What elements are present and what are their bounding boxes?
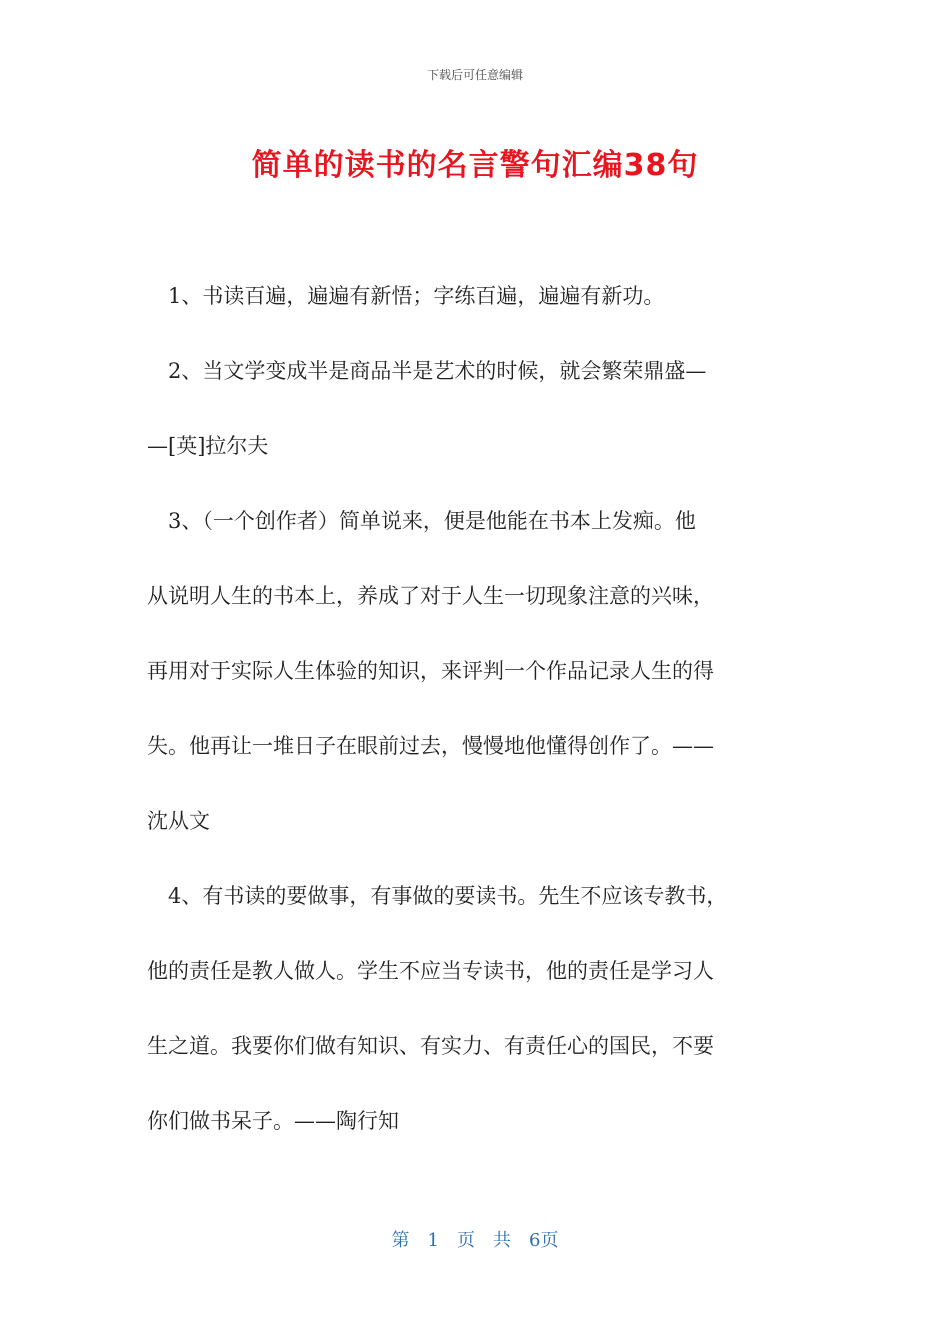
text-line-3: —[英]拉尔夫: [147, 434, 269, 458]
text-line-12: 你们做书呆子。——陶行知: [147, 1109, 399, 1133]
text-line-1: 1、书读百遍，遍遍有新悟；字练百遍，遍遍有新功。: [147, 284, 665, 308]
text-line-2: 2、当文学变成半是商品半是艺术的时候，就会繁荣鼎盛—: [147, 359, 707, 383]
text-line-8: 沈从文: [147, 809, 210, 833]
document-title: 简单的读书的名言警句汇编38句: [251, 148, 699, 183]
text-line-4: 3、（一个创作者）简单说来，便是他能在书本上发痴。他: [147, 509, 696, 533]
text-line-5: 从说明人生的书本上，养成了对于人生一切现象注意的兴味，: [147, 584, 714, 608]
header-note: 下载后可任意编辑: [426, 68, 523, 82]
text-line-6: 再用对于实际人生体验的知识，来评判一个作品记录人生的得: [147, 659, 714, 683]
text-line-9: 4、有书读的要做事，有事做的要读书。先生不应该专教书，: [147, 884, 728, 908]
quote-body: [147, 259, 817, 1159]
page-footer: 第 1 页 共 6页: [391, 1230, 559, 1251]
text-line-10: 他的责任是教人做人。学生不应当专读书，他的责任是学习人: [147, 959, 714, 983]
text-line-11: 生之道。我要你们做有知识、有实力、有责任心的国民，不要: [147, 1034, 714, 1058]
text-line-7: 失。他再让一堆日子在眼前过去，慢慢地他懂得创作了。——: [147, 734, 714, 758]
